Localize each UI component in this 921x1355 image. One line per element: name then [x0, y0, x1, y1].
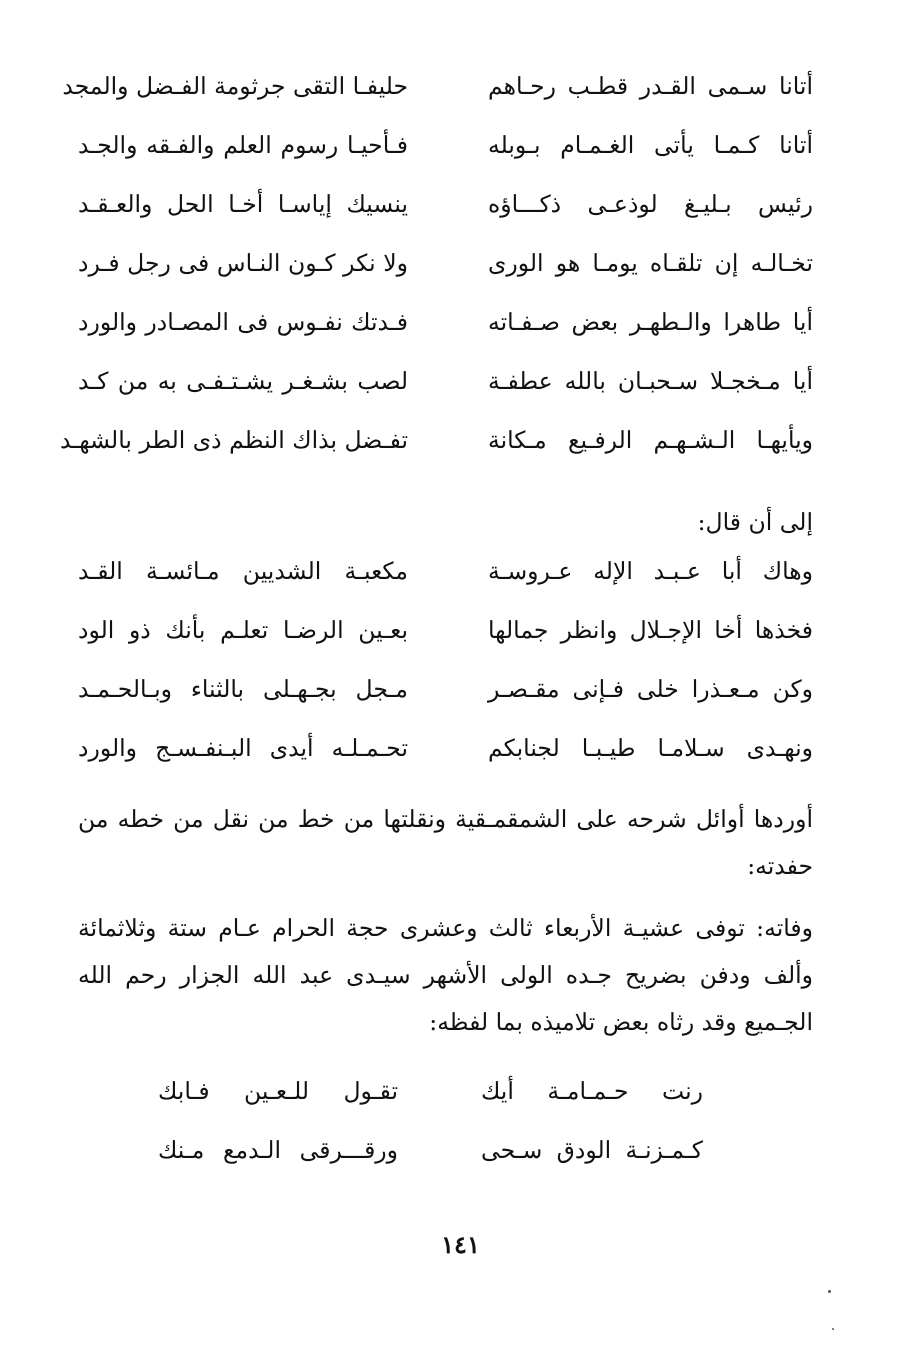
hemistich-first: كـمـزنـة الودق سـحى — [481, 1136, 703, 1164]
hemistich-first: فخذها أخا الإجـلال وانظر جمالها — [488, 616, 813, 644]
hemistich-second: مكعبـة الشديين مـائسـة القـد — [78, 557, 408, 585]
hemistich-second: فـأحيـا رسوم العلم والفـقه والجـد — [78, 131, 408, 159]
verse-line — [158, 1121, 703, 1180]
hemistich-first: رنت حـمـامـة أيك — [481, 1077, 703, 1105]
hemistich-second: ينسيك إياسـا أخـا الحل والعـقـد — [78, 190, 408, 218]
hemistich-first: وهاك أبا عـبـد الإله عـروسـة — [488, 557, 813, 585]
hemistich-second: بعـين الرضـا تعلـم بأنك ذو الود — [78, 616, 408, 644]
hemistich-first: وكن مـعـذرا خلى فـإنى مقـصـر — [488, 675, 813, 703]
elegy — [158, 1062, 703, 1180]
source-note: أوردها أوائل شرحه على الشمقمـقية ونقلتها من خط من نقل من خطه من حفدته: — [78, 805, 813, 880]
hemistich-first: أتانا سـمى القـدر قطـب رحـاهم — [488, 72, 813, 100]
verse-line — [78, 352, 813, 411]
verse-line — [78, 719, 813, 778]
hemistich-first: تخـالـه إن تلقـاه يومـا هو الورى — [488, 249, 813, 277]
hemistich-second: تفـضل بذاك النظم ذى الطر بالشهـد — [60, 426, 408, 454]
hemistich-first: ونهـدى سـلامـا طيـبـا لجنابكم — [488, 734, 813, 762]
verse-line — [78, 175, 813, 234]
scan-speck — [828, 1290, 831, 1293]
verse-line — [78, 660, 813, 719]
hemistich-second: تحـمـلـه أيدى البـنفـسـج والورد — [78, 734, 408, 762]
verse-line — [158, 1062, 703, 1121]
hemistich-first: أتانا كـمـا يأتى الغـمـام بـوبله — [488, 131, 813, 159]
hemistich-second: لصب بشـغـر يشـتـفـى به من كـد — [78, 367, 408, 395]
hemistich-first: أيا مـخجـلا سـحبـان بالله عطفـة — [488, 367, 813, 395]
hemistich-second: ورقـــرقى الـدمع مـنك — [158, 1136, 398, 1164]
death-paragraph: وفاته: توفى عشيـة الأربعاء ثالث وعشرى حجة الحرام عـام ستة وثلاثمائة وألف ودفن بضريح جـده الولى الأشهر سيـدى عبد الله الجزار رحم الله الجـميع وقد رثاه بعض تلاميذه بما لفظه: — [78, 914, 813, 1036]
intro-label: إلى أن قال: — [697, 508, 813, 536]
verse-line — [78, 116, 813, 175]
verse-line — [78, 542, 813, 601]
verse-line — [78, 293, 813, 352]
scan-speck — [832, 1328, 834, 1330]
verse-line — [62, 57, 813, 116]
verse-line — [60, 411, 813, 470]
hemistich-first: أيا طاهرا والـطهـر بعض صـفـاته — [488, 308, 813, 336]
hemistich-second: فـدتك نفـوس فى المصـادر والورد — [78, 308, 408, 336]
hemistich-second: حليفـا التقى جرثومة الفـضل والمجد — [62, 72, 408, 100]
page-number: ١٤١ — [441, 1230, 480, 1259]
poem-one — [60, 57, 813, 470]
hemistich-second: ولا نكر كـون النـاس فى رجل فـرد — [78, 249, 408, 277]
hemistich-second: تقـول للـعـين فـابك — [158, 1077, 398, 1105]
poem-two — [78, 542, 813, 778]
hemistich-first: رئيس بـليـغ لوذعـى ذكـــاؤه — [488, 190, 813, 218]
verse-line — [78, 601, 813, 660]
verse-line — [78, 234, 813, 293]
hemistich-first: ويأيهـا الـشـهـم الرفـيع مـكانة — [488, 426, 813, 454]
hemistich-second: مـجل بجـهـلى بالثناء وبـالحـمـد — [78, 675, 408, 703]
